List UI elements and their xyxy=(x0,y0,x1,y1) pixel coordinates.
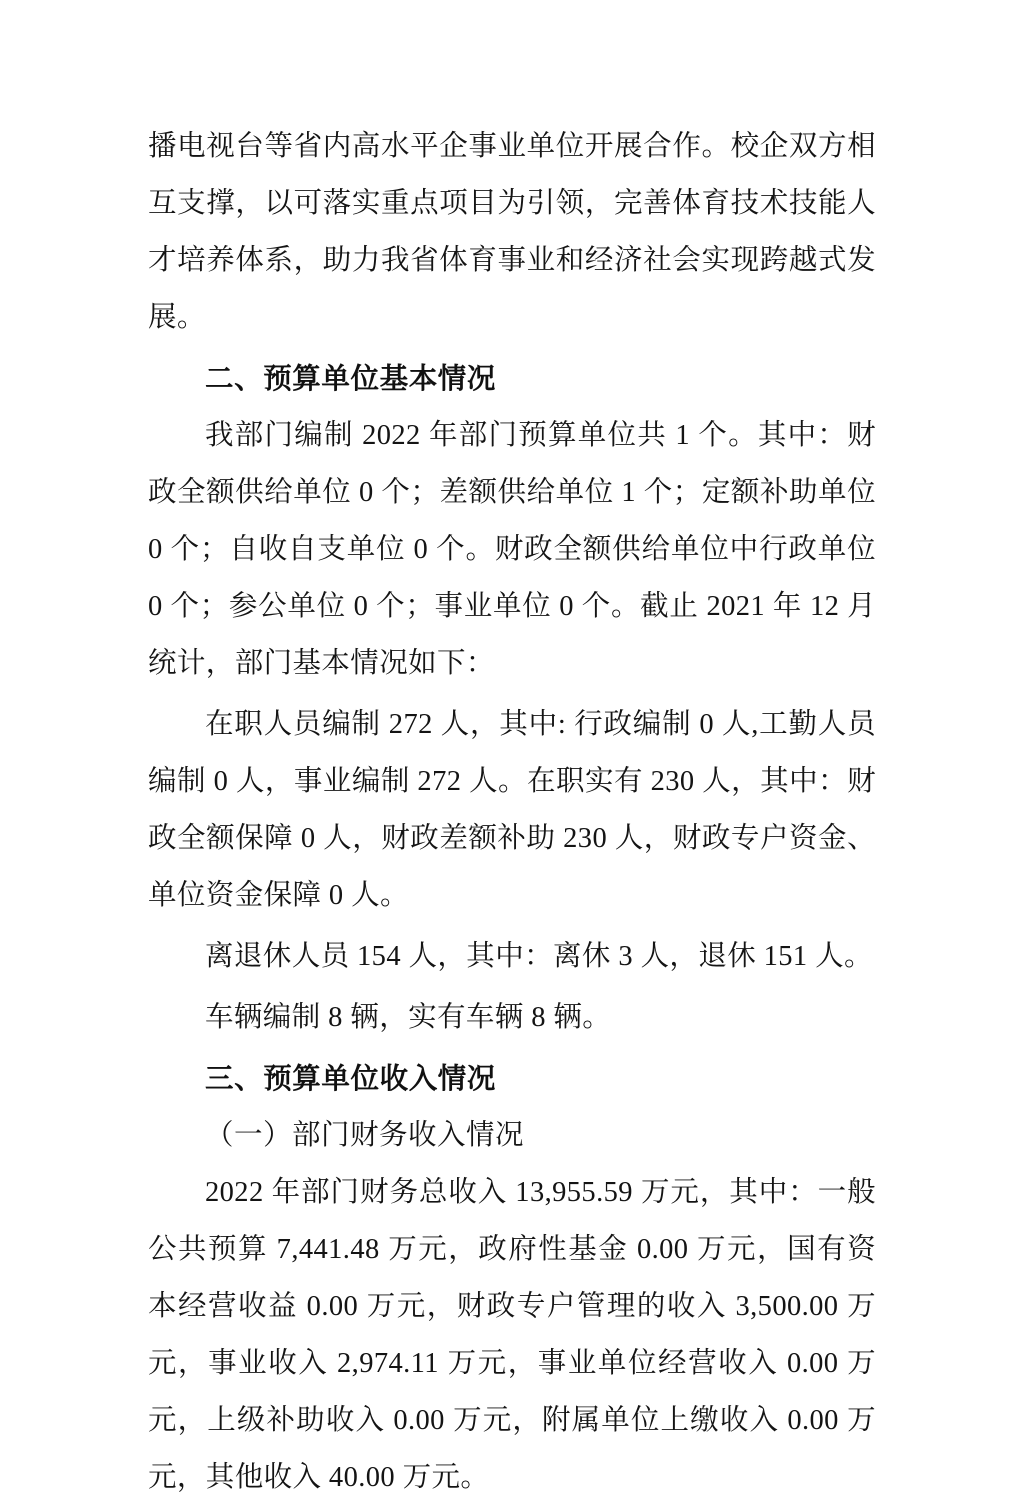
paragraph-budget-units: 我部门编制 2022 年部门预算单位共 1 个。其中：财政全额供给单位 0 个；差额供给单位 1 个；定额补助单位 0 个；自收自支单位 0 个。财政全额供给单位中行政单位 0 个；参公单位 0 个；事业单位 0 个。截止 2021 年 12 月统计，部门基本情况如下： xyxy=(148,420,876,679)
heading-section-two: 二、预算单位基本情况 xyxy=(205,362,497,395)
subheading-department-income: （一）部门财务收入情况 xyxy=(205,1120,525,1151)
paragraph-retirees: 离退休人员 154 人，其中：离休 3 人，退休 151 人。 xyxy=(205,941,873,972)
paragraph-vehicles: 车辆编制 8 辆，实有车辆 8 辆。 xyxy=(205,1002,612,1033)
document-body xyxy=(148,118,876,1506)
paragraph-income-detail: 2022 年部门财务总收入 13,955.59 万元，其中：一般公共预算 7,441.48 万元，政府性基金 0.00 万元，国有资本经营收益 0.00 万元，财政专户管理的收入 3,500.00 万元，事业收入 2,974.11 万元，事业单位经营收入 0.00 万元，上级补助收入 0.00 万元，附属单位上缴收入 0.00 万元，其他收入 40.00 万元。 xyxy=(148,1177,876,1493)
paragraph-cooperation: 播电视台等省内高水平企事业单位开展合作。校企双方相互支撑，以可落实重点项目为引领，完善体育技术技能人才培养体系，助力我省体育事业和经济社会实现跨越式发展。 xyxy=(148,131,876,333)
heading-section-three: 三、预算单位收入情况 xyxy=(205,1062,497,1095)
paragraph-staffing: 在职人员编制 272 人，其中: 行政编制 0 人,工勤人员编制 0 人，事业编制 272 人。在职实有 230 人，其中：财政全额保障 0 人，财政差额补助 230 人，财政专户资金、单位资金保障 0 人。 xyxy=(148,709,876,911)
